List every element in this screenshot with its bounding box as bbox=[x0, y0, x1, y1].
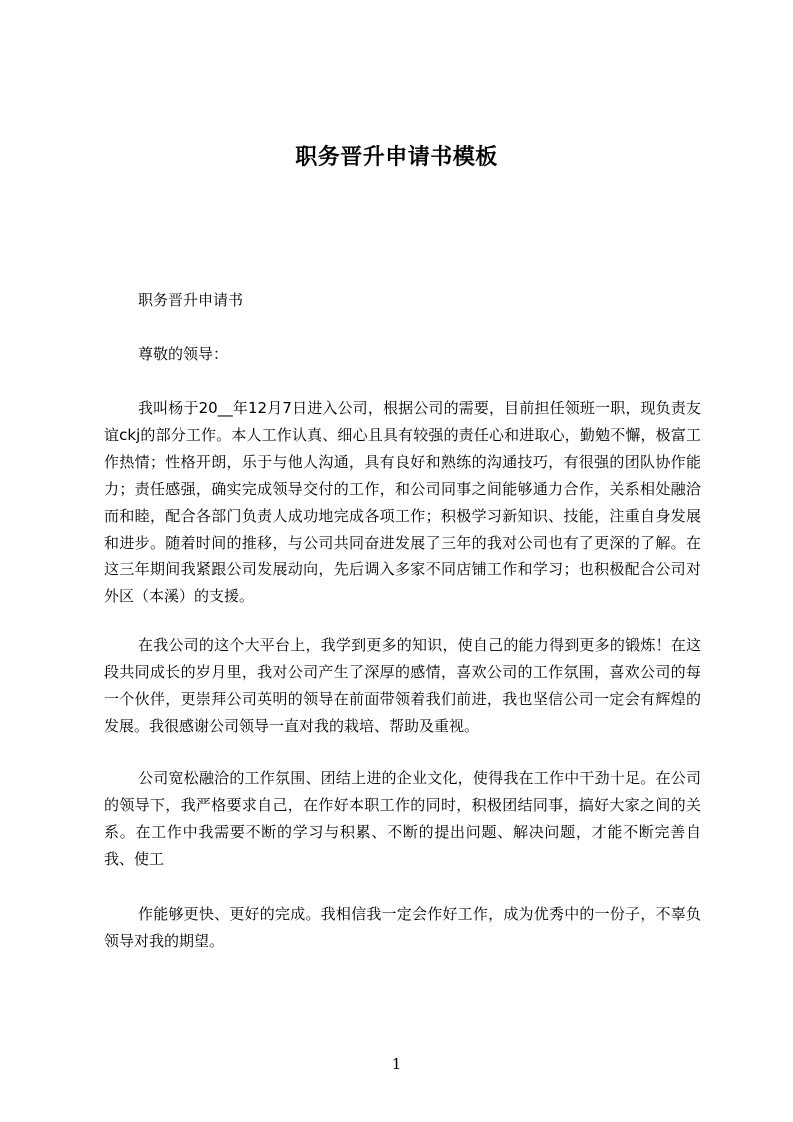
body-paragraph-3: 公司宽松融洽的工作氛围、团结上进的企业文化，使得我在工作中干劲十足。在公司的领导下，我严格要求自己，在作好本职工作的同时，积极团结同事，搞好大家之间的关系。在工作中我需要不断的学习与积累、不断的提出问题、解决问题，才能不断完善自我、使工 bbox=[104, 769, 701, 868]
body-paragraph-4: 作能够更快、更好的完成。我相信我一定会作好工作，成为优秀中的一份子，不辜负领导对我的期望。 bbox=[104, 905, 701, 950]
salutation: 尊敬的领导： bbox=[138, 345, 229, 363]
body-paragraph-2: 在我公司的这个大平台上，我学到更多的知识，使自己的能力得到更多的锻炼！在这段共同成长的岁月里，我对公司产生了深厚的感情，喜欢公司的工作氛围，喜欢公司的每一个伙伴，更崇拜公司英明的领导在前面带领着我们前进，我也坚信公司一定会有辉煌的发展。我很感谢公司领导一直对我的栽培、帮助及重视。 bbox=[104, 636, 701, 735]
body-paragraph-1: 我叫杨于20__年12月7日进入公司，根据公司的需要，目前担任领班一职，现负责友谊ckj的部分工作。本人工作认真、细心且具有较强的责任心和进取心，勤勉不懈，极富工作热情；性格开朗，乐于与他人沟通，具有良好和熟练的沟通技巧，有很强的团队协作能力；责任感强，确实完成领导交付的工作，和公司同事之间能够通力合作，关系相处融洽而和睦，配合各部门负责人成功地完成各项工作；积极学习新知识、技能，注重自身发展和进步。随着时间的推移，与公司共同奋进发展了三年的我对公司也有了更深的了解。在这三年期间我紧跟公司发展动向，先后调入多家不同店铺工作和学习；也积极配合公司对外区（本溪）的支援。 bbox=[104, 399, 701, 606]
document-title: 职务晋升申请书模板 bbox=[295, 145, 498, 170]
letter-heading: 职务晋升申请书 bbox=[138, 291, 244, 309]
page-number: 1 bbox=[391, 1055, 402, 1073]
